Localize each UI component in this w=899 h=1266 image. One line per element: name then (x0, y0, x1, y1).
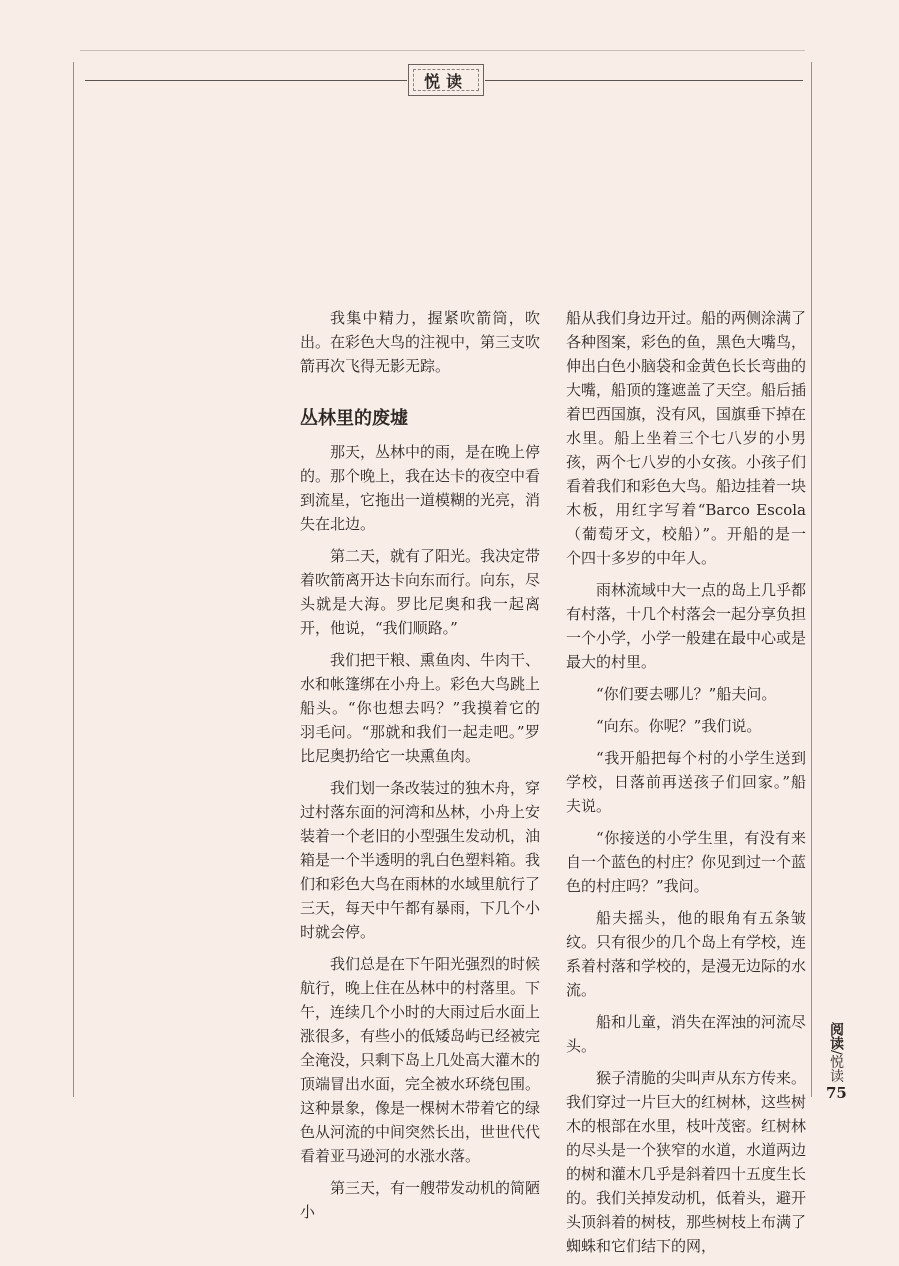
paragraph: “你们要去哪儿？”船夫问。 (596, 685, 777, 703)
paragraph: 那天，丛林中的雨，是在晚上停的。那个晚上，我在达卡的夜空中看到流星，它拖出一道模糊的光亮，消失在北边。 (300, 443, 541, 533)
paragraph: “你接送的小学生里，有没有来自一个蓝色的村庄？你见到过一个蓝色的村庄吗？”我问。 (566, 829, 807, 895)
section-header-box (408, 64, 484, 96)
right-border-line (811, 62, 812, 1097)
paragraph: 猴子清脆的尖叫声从东方传来。我们穿过一片巨大的红树林，这些树木的根部在水里，枝叶茂密。红树林的尽头是一个狭窄的水道，水道两边的树和灌木几乎是斜着四十五度生长的。我们关掉发动机，低着头，避开头顶斜着的树枝，那些树枝上布满了蜘蛛和它们结下的网， (566, 1069, 807, 1255)
paragraph: 我们划一条改装过的独木舟，穿过村落东面的河湾和丛林，小舟上安装着一个老旧的小型强生发动机，油箱是一个半透明的乳白色塑料箱。我们和彩色大鸟在雨林的水域里航行了三天，每天中午都有暴雨，下几个小时就会停。 (300, 779, 541, 941)
side-tab-category: 阅读 (828, 1021, 844, 1050)
header-rule-left (85, 80, 407, 81)
side-tab-sub: 悦读 (828, 1054, 844, 1083)
side-section-tab (812, 1016, 844, 1088)
paragraph: 第二天，就有了阳光。我决定带着吹箭离开达卡向东而行。向东，尽头就是大海。罗比尼奥和我一起离开，他说，“我们顺路。” (300, 547, 541, 637)
section-heading: 丛林里的废墟 (300, 408, 408, 429)
paragraph: 船和儿童，消失在浑浊的河流尽头。 (566, 1013, 807, 1055)
paragraph: “向东。你呢？”我们说。 (596, 717, 762, 735)
paragraph: 船从我们身边开过。船的两侧涂满了各种图案，彩色的鱼，黑色大嘴鸟，伸出白色小脑袋和金黄色长长弯曲的大嘴，船顶的篷遮盖了天空。船后插着巴西国旗，没有风，国旗垂下掉在水里。船上坐着三个七八岁的小男孩，两个七八岁的小女孩。小孩子们看着我们和彩色大鸟。船边挂着一块木板，用红字写着“Barco Escola（葡萄牙文，校船）”。开船的是一个四十多岁的中年人。 (566, 309, 807, 567)
paragraph: “我开船把每个村的小学生送到学校，日落前再送孩子们回家。”船夫说。 (566, 749, 806, 815)
paragraph: 第三天，有一艘带发动机的简陋小 (300, 1179, 541, 1221)
left-text-column (300, 306, 540, 1232)
right-text-column (566, 306, 806, 1266)
paragraph: 雨林流域中大一点的岛上几乎都有村落，十几个村落会一起分享负担一个小学，小学一般建在最中心或是最大的村里。 (566, 581, 807, 671)
header-rule-right (485, 80, 803, 81)
side-tab-divider: / (828, 1049, 844, 1055)
top-rule (80, 50, 805, 51)
paragraph: 船夫摇头，他的眼角有五条皱纹。只有很少的几个岛上有学校，连系着村落和学校的，是漫无边际的水流。 (566, 909, 807, 999)
paragraph: 我们总是在下午阳光强烈的时候航行，晚上住在丛林中的村落里。下午，连续几个小时的大雨过后水面上涨很多，有些小的低矮岛屿已经被完全淹没，只剩下岛上几处高大灌木的顶端冒出水面，完全被水环绕包围。这种景象，像是一棵树木带着它的绿色从河流的中间突然长出，世世代代看着亚马逊河的水涨水落。 (300, 955, 541, 1165)
section-title: 悦读 (423, 71, 468, 91)
intro-paragraph: 我集中精力，握紧吹箭筒，吹出。在彩色大鸟的注视中，第三支吹箭再次飞得无影无踪。 (300, 309, 541, 375)
left-border-line (73, 62, 74, 1097)
paragraph: 我们把干粮、熏鱼肉、牛肉干、水和帐篷绑在小舟上。彩色大鸟跳上船头。“你也想去吗？”我摸着它的羽毛问。“那就和我们一起走吧。”罗比尼奥扔给它一块熏鱼肉。 (300, 651, 541, 765)
page-number: 75 (826, 1084, 847, 1102)
